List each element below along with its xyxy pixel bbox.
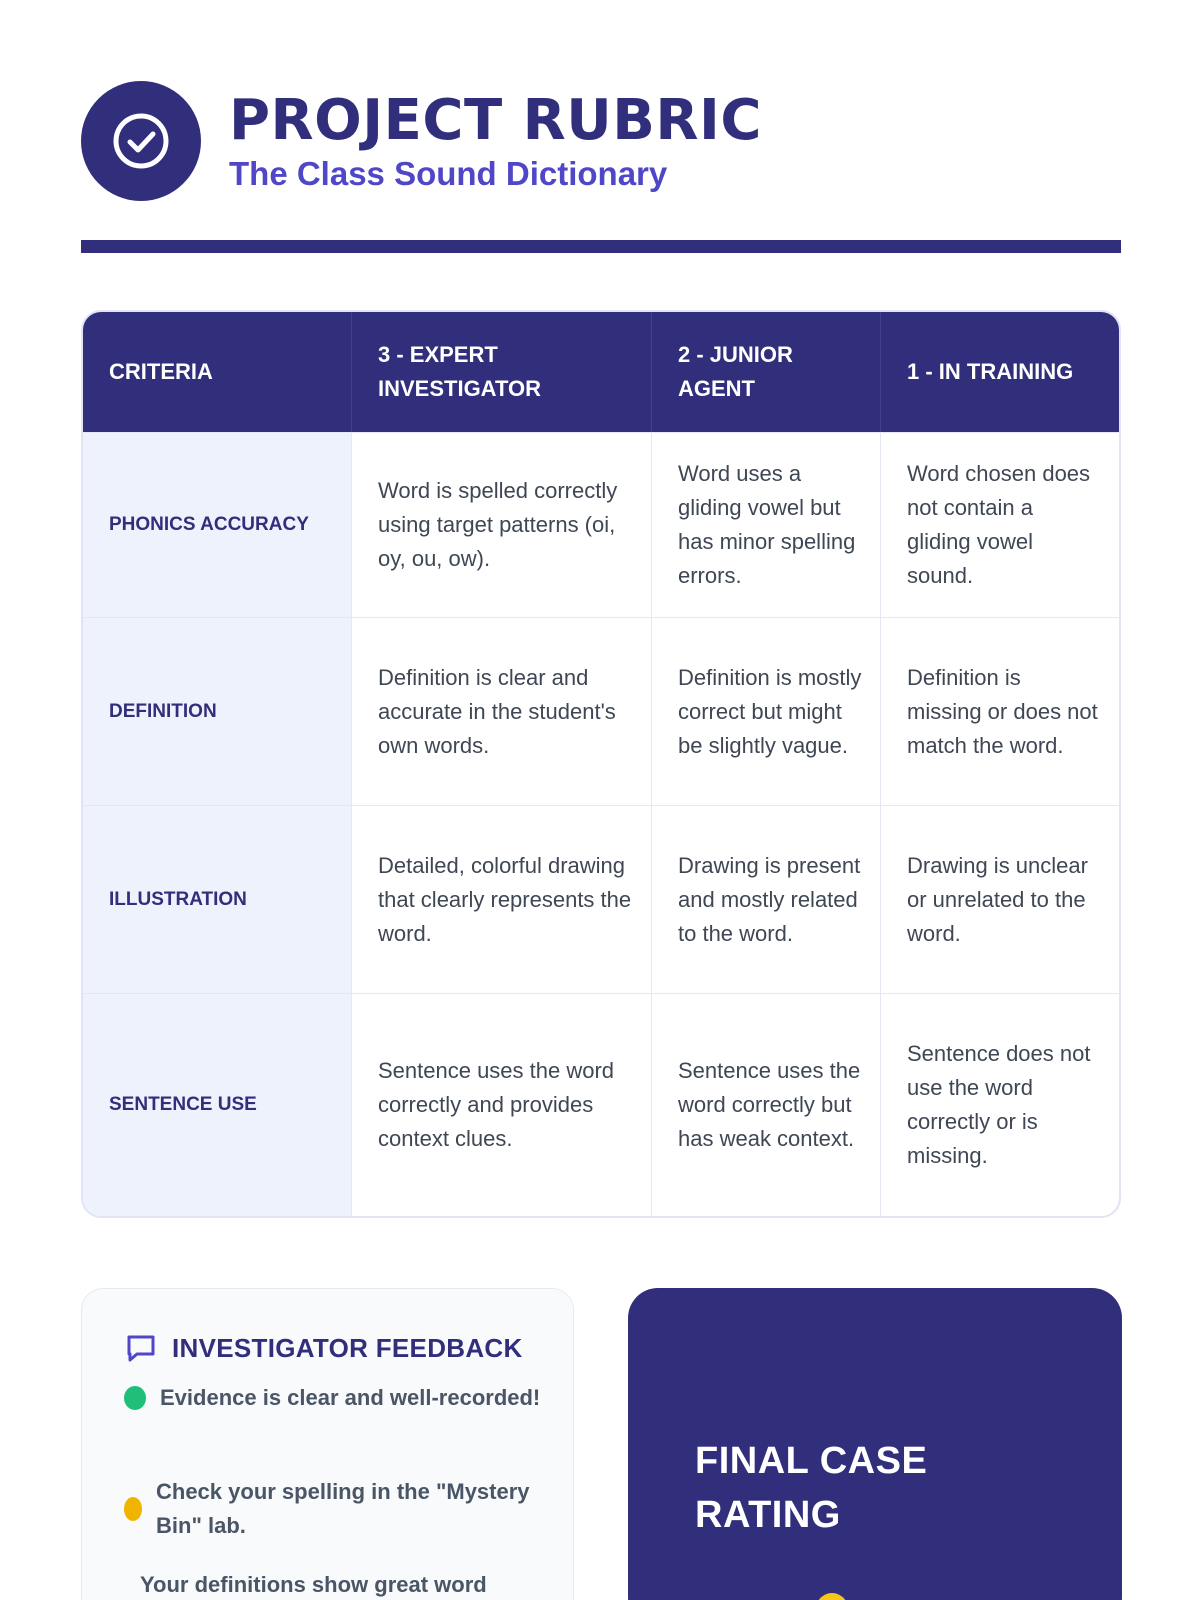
junior-cell: Definition is mostly correct but might be slightly vague.: [652, 618, 881, 805]
feedback-item: [124, 1475, 544, 1543]
feedback-text: Evidence is clear and well-recorded!: [160, 1385, 541, 1410]
logo: [81, 81, 201, 201]
column-header-expert: 3 - EXPERT INVESTIGATOR: [352, 312, 652, 432]
feedback-item: [138, 1568, 558, 1600]
title-block: [229, 89, 762, 193]
page-title: PROJECT RUBRIC: [229, 88, 762, 153]
rubric-table: [81, 310, 1121, 1218]
table-row: [83, 617, 1119, 805]
rubric-header-row: [83, 312, 1119, 432]
feedback-header: [124, 1331, 523, 1365]
final-rating-card: [628, 1288, 1122, 1600]
criteria-cell: DEFINITION: [83, 618, 352, 805]
criteria-cell: SENTENCE USE: [83, 994, 352, 1216]
rating-title: FINAL CASE RATING: [695, 1440, 928, 1536]
junior-cell: Sentence uses the word correctly but has weak context.: [652, 994, 881, 1216]
junior-cell: Drawing is present and mostly related to the word.: [652, 806, 881, 993]
feedback-text: Check your spelling in the "Mystery Bin" lab.: [156, 1479, 530, 1538]
status-dot-yellow: [124, 1497, 142, 1521]
header-divider: [81, 240, 1121, 253]
expert-cell: Word is spelled correctly using target patterns (oi, oy, ou, ow).: [352, 433, 652, 617]
header: [81, 81, 762, 201]
column-header-training: 1 - IN TRAINING: [907, 359, 1074, 384]
training-cell: Sentence does not use the word correctly or is missing.: [907, 1041, 1091, 1168]
criteria-cell: ILLUSTRATION: [83, 806, 352, 993]
criteria-cell: PHONICS ACCURACY: [83, 433, 352, 617]
training-cell: Word chosen does not contain a gliding vowel sound.: [907, 461, 1091, 588]
rating-star-icon: [816, 1593, 848, 1600]
training-cell: Definition is missing or does not match the word.: [907, 664, 1098, 758]
table-row: [83, 805, 1119, 993]
expert-cell: Definition is clear and accurate in the student's own words.: [352, 618, 652, 805]
feedback-text: Your definitions show great word: [140, 1572, 487, 1597]
check-circle-icon: [109, 109, 173, 173]
junior-cell: Word uses a gliding vowel but has minor spelling errors.: [652, 433, 881, 617]
column-header-criteria: CRITERIA: [83, 312, 352, 432]
page-subtitle: The Class Sound Dictionary: [229, 155, 668, 192]
column-header-junior: 2 - JUNIOR AGENT: [652, 312, 881, 432]
feedback-title: INVESTIGATOR FEEDBACK: [172, 1332, 523, 1363]
expert-cell: Detailed, colorful drawing that clearly represents the word.: [352, 806, 652, 993]
status-dot-green: [124, 1386, 146, 1410]
table-row: [83, 993, 1119, 1216]
expert-cell: Sentence uses the word correctly and provides context clues.: [352, 994, 652, 1216]
table-row: [83, 432, 1119, 617]
feedback-card: [81, 1288, 574, 1600]
chat-bubble-icon: [124, 1331, 158, 1365]
feedback-item: [124, 1381, 544, 1415]
training-cell: Drawing is unclear or unrelated to the word.: [907, 852, 1088, 946]
